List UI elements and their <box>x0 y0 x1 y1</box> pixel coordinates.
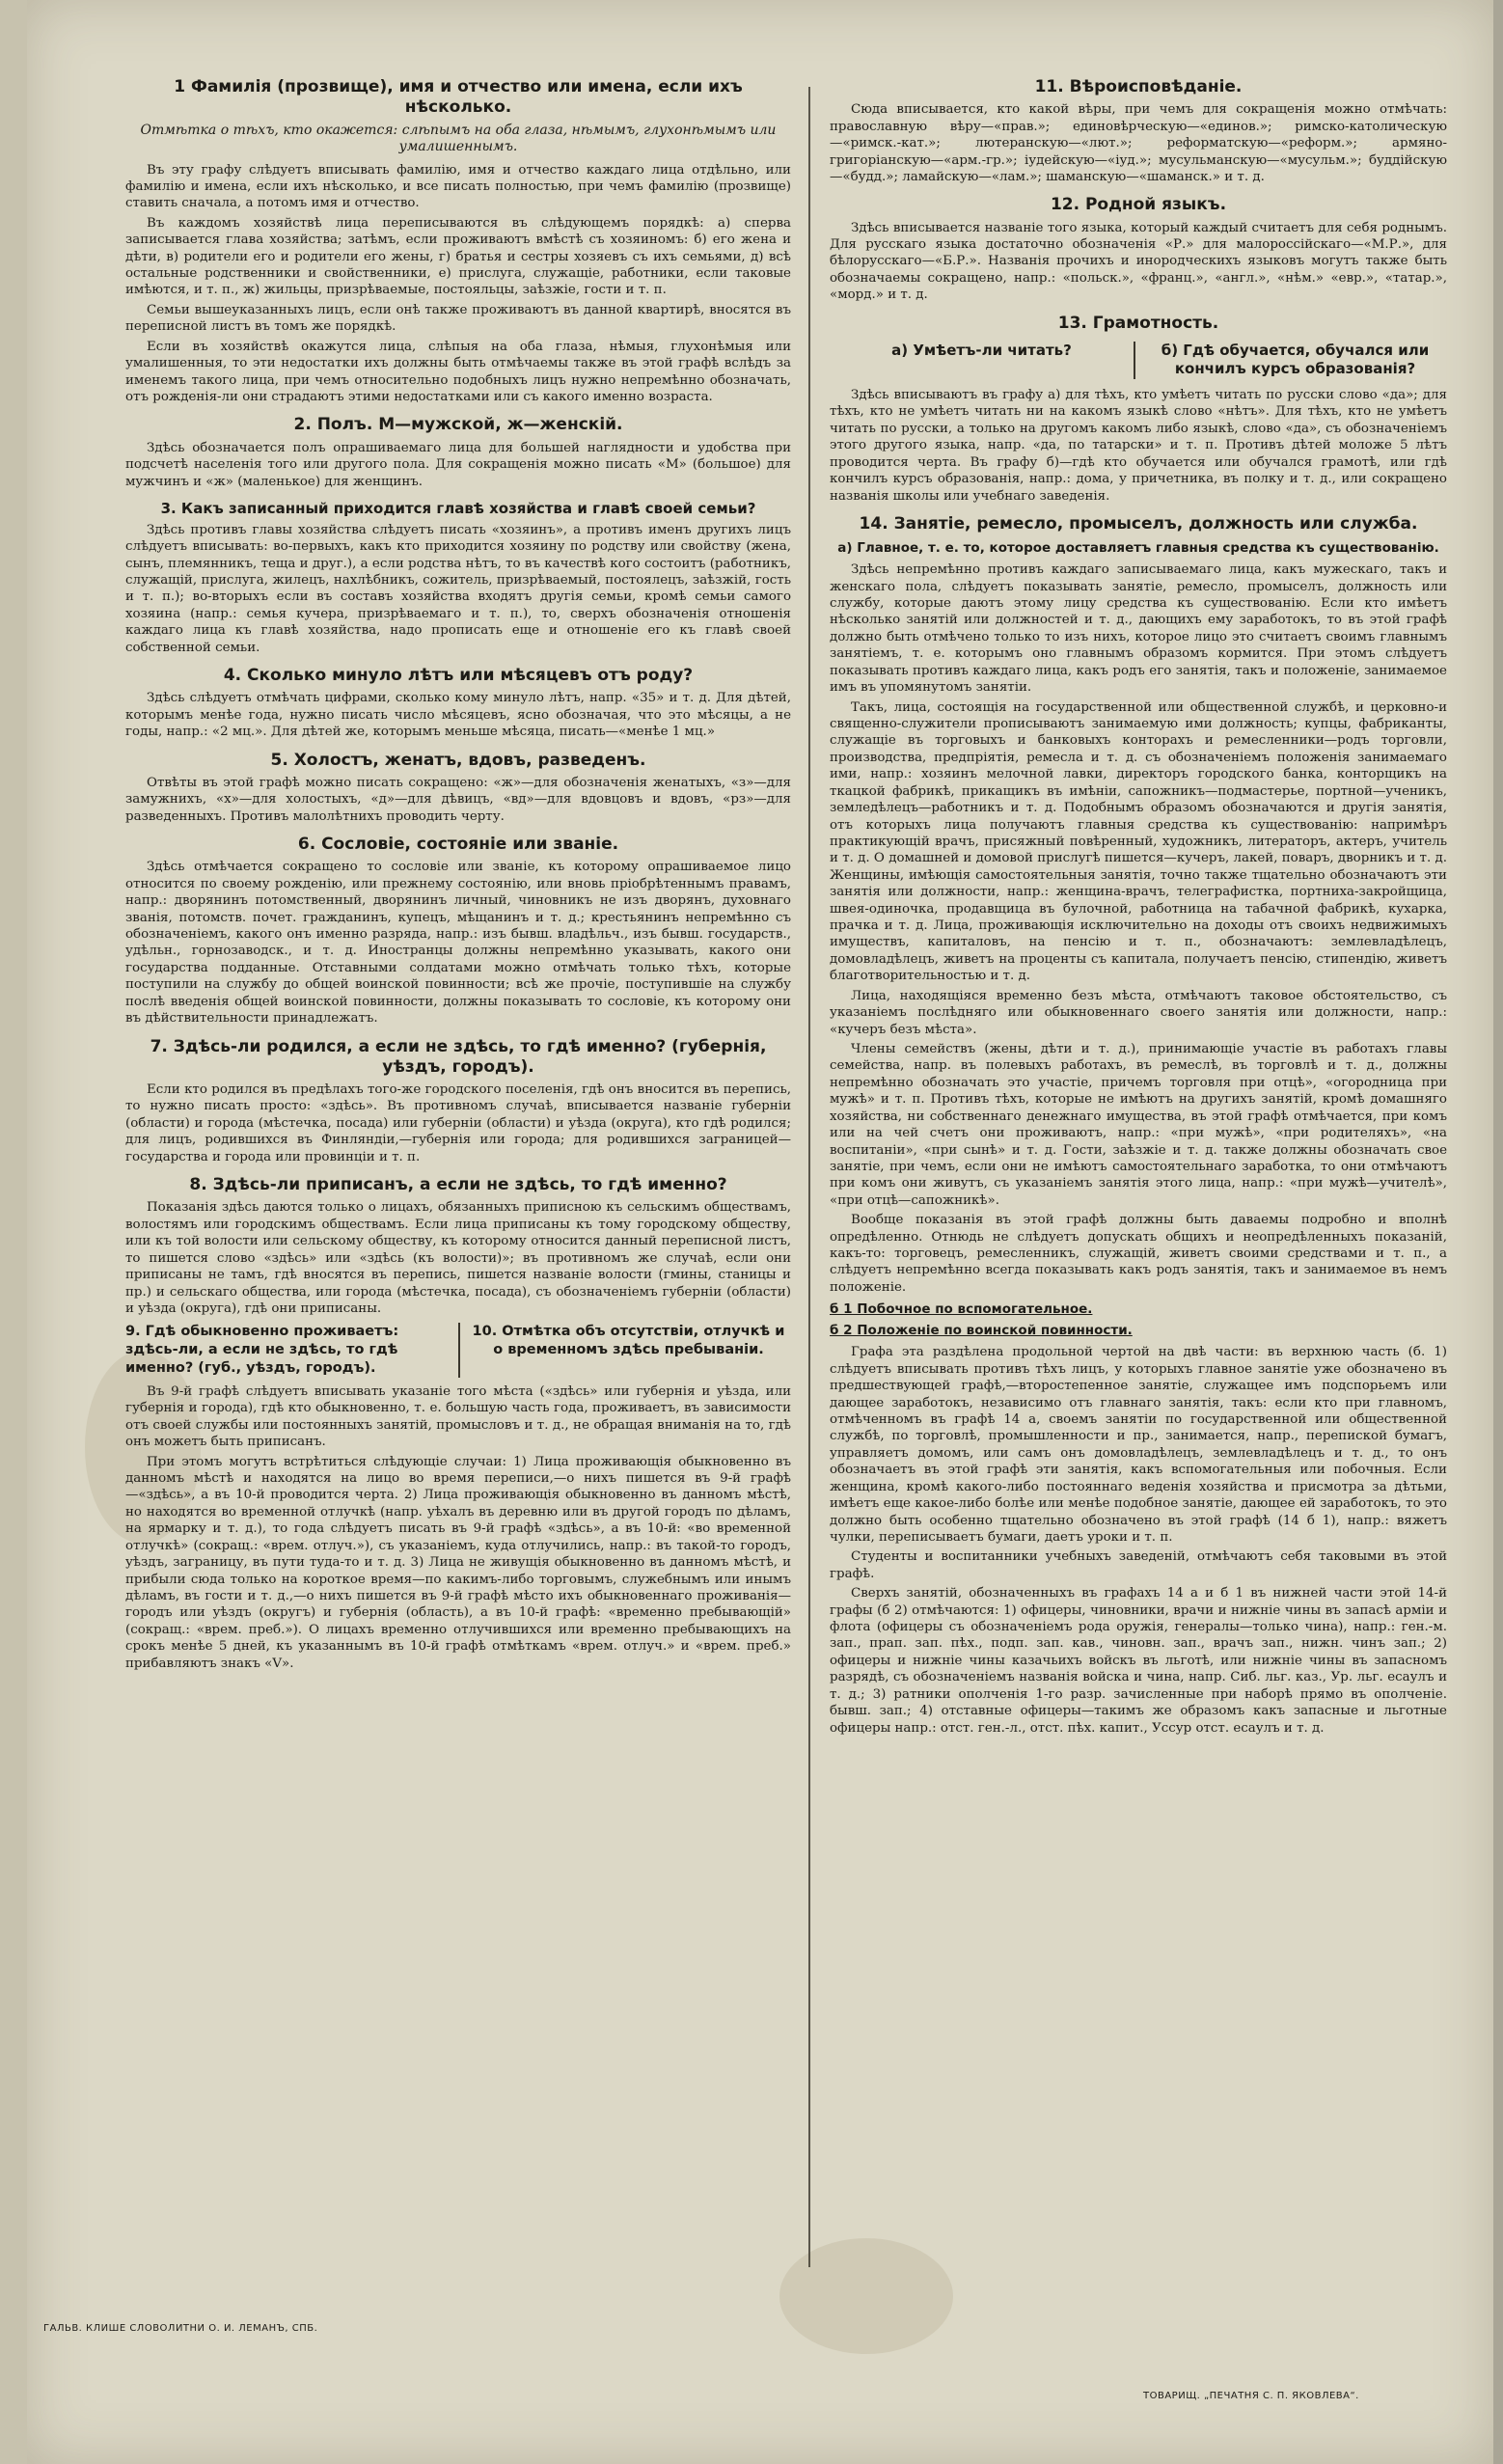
section-1-paragraph: Въ каждомъ хозяйствѣ лица переписываются въ слѣдующемъ порядкѣ: а) сперва записывается глава хозяйства; затѣмъ, если проживаютъ вмѣстѣ съ хозяиномъ: б) его жена и дѣти, в) родители его и родители его жены, г) братья и сестры хозяевъ съ ихъ семьями, д) всѣ остальные родственники и свойственники, е) прислуга, служащіе, работники, если таковые имѣются, и т. п., ж) жильцы, призрѣваемые, постояльцы, заѣзжіе, гости и т. п. <box>125 215 791 298</box>
section-5-title: 5. Холостъ, женатъ, вдовъ, разведенъ. <box>270 750 646 770</box>
section-1-paragraph: Если въ хозяйствѣ окажутся лица, слѣпыя на оба глаза, нѣмыя, глухонѣмыя или умалишенныя, то эти недостатки ихъ должны быть отмѣчаемы также въ этой графѣ вслѣдъ за именемъ такого лица, при чемъ относительно подобныхъ лицъ нужно непремѣнно обозначать, отъ рожденія-ли они страдаютъ этими недостатками или съ какого именно возраста. <box>125 339 791 404</box>
section-6-title: 6. Сословіе, состояніе или званіе. <box>297 835 619 855</box>
section-14-paragraph: Такъ, лица, состоящія на государственной или общественной службѣ, и церковно-и священно-служители прописываютъ занимаемую ими должность; купцы, фабриканты, служащіе въ торговыхъ и банковыхъ конторахъ и ремесленники—родъ торговли, производства, предпріятія, ремесла и т. д. съ обозначеніемъ положенія занимаемаго ими, напр.: хозяинъ мелочной лавки, директоръ городского банка, конторщикъ на ткацкой фабрикѣ, прикащикъ въ имѣніи, сапожникъ—подмастерье, портной—ученикъ, земледѣлецъ—работникъ и т. д. Подобнымъ образомъ обозначаются и другія занятія, отъ которыхъ лица получаютъ главныя средства къ существованію: напримѣръ практикующій врачъ, присяжный повѣренный, художникъ, литераторъ, актеръ, учитель и т. д. О домашней и домовой прислугѣ пишется—кучеръ, лакей, поваръ, дворникъ и т. д. Женщины, имѣющія самостоятельныя занятія, точно также тщательно обозначаютъ эти занятія или должности, напр.: женщина-врачъ, телеграфистка, портниха-закройщица, швея-одиночка, продавщица въ булочной, работница на табачной фабрикѣ, кухарка, прачка и т. д. Лица, проживающія исключительно на доходы отъ своихъ недвижимыхъ имуществъ, капиталовъ, на пенсію и т. п., обозначаютъ: землевладѣлецъ, домовладѣлецъ, живетъ на проценты съ капитала, получаетъ пенсію, стипендію, живетъ благотворительностью и т. д. <box>830 699 1447 984</box>
section-4-title: 4. Сколько минуло лѣтъ или мѣсяцевъ отъ роду? <box>223 666 694 686</box>
section-1-paragraph: Семьи вышеуказанныхъ лицъ, если онѣ также проживаютъ въ данной квартирѣ, вносятся въ переписной листъ въ томъ же порядкѣ. <box>125 302 791 335</box>
section-1-note: Отмѣтка о тѣхъ, кто окажется: слѣпымъ на оба глаза, нѣмымъ, глухонѣмымъ или умалишеннымъ. <box>140 122 777 154</box>
section-14-paragraph: Графа эта раздѣлена продольной чертой на двѣ части: въ верхнюю часть (б. 1) слѣдуетъ вписывать противъ тѣхъ лицъ, у которыхъ главное занятіе уже обозначено въ предшествующей графѣ,—второстепенное занятіе, служащее имъ подспорьемъ или дающее заработокъ, независимо отъ главнаго занятія, такъ: если кто при главномъ, отмѣченномъ въ графѣ 14 а, своемъ занятіи по государственной или общественной службѣ, по торговлѣ, промышленности и пр., занимается, напр., перепиской бумагъ, управляетъ домомъ, или самъ онъ домовладѣлецъ, землевладѣлецъ и т. д., то онъ обозначаетъ въ этой графѣ эти занятія, какъ вспомогательныя или побочныя. Если женщина, кромѣ какого-либо постояннаго веденія хозяйства и присмотра за дѣтьми, имѣетъ еще какое-либо болѣе или менѣе подобное занятіе, дающее ей заработокъ, то это должно быть особенно тщательно обозначено въ этой графѣ (14 б 1), напр.: вяжетъ чулки, переписываетъ бумаги, даетъ уроки и т. п. <box>830 1345 1447 1545</box>
section-2-paragraph: Здѣсь обозначается полъ опрашиваемаго лица для большей наглядности и удобства при подсчетѣ населенія того или другого пола. Для сокращенія можно писать «М» (большое) для мужчинъ и «ж» (маленькое) для женщинъ. <box>125 440 791 489</box>
section-13-paragraph: Здѣсь вписываютъ въ графу а) для тѣхъ, кто умѣетъ читать по русски слово «да»; для тѣхъ, кто не умѣетъ читать ни на какомъ языкѣ слово «нѣтъ». Для тѣхъ, кто не умѣетъ читать по русски, а только на другомъ какомъ либо языкѣ, слово «да», съ обозначеніемъ этого другого языка, напр. «да, по татарски» и т. п. Противъ дѣтей моложе 5 лѣтъ проводится черта. Въ графу б)—гдѣ кто обучается или обучался грамотѣ, или гдѣ кончилъ курсъ образованія, напр.: дома, у причетника, въ полку и т. д., или сокращено названія школы или учебнаго заведенія. <box>830 387 1447 504</box>
section-1-title: 1 Фамилія (прозвище), имя и отчество или имена, если ихъ нѣсколько. <box>174 77 743 118</box>
left-column <box>125 68 791 1675</box>
section-14-paragraph: Лица, находящіяся временно безъ мѣста, отмѣчаютъ таковое обстоятельство, съ указаніемъ послѣдняго или обыкновеннаго своего занятія или должности, напр.: «кучеръ безъ мѣста». <box>830 988 1447 1037</box>
section-13a-label: а) Умѣетъ-ли читать? <box>891 341 1072 359</box>
section-14-title: 14. Занятіе, ремесло, промыселъ, должность или служба. <box>859 513 1418 534</box>
section-7-paragraph: Если кто родился въ предѣлахъ того-же городского поселенія, гдѣ онъ вносится въ перепись, то нужно писать просто: «здѣсь». Въ противномъ случаѣ, вписывается названіе губерніи (области) и города (мѣстечка, посада) или губерніи (области) и уѣзда (округа), кто гдѣ родился; для лицъ, родившихся въ Финляндіи,—губернія или города; для родившихся заграницей—государства и города или провинціи и т. п. <box>125 1082 791 1164</box>
section-4-paragraph: Здѣсь слѣдуетъ отмѣчать цифрами, сколько кому минуло лѣтъ, напр. «35» и т. д. Для дѣтей, которымъ менѣе года, нужно писать число мѣсяцевъ, ясно обозначая, что это мѣсяцы, а не годы, напр.: «2 мц.». Для дѣтей же, которымъ меньше мѣсяца, писать—«менѣе 1 мц.» <box>125 691 791 740</box>
section-14-paragraph: Здѣсь непремѣнно противъ каждаго записываемаго лица, какъ мужескаго, такъ и женскаго пола, слѣдуетъ показывать занятіе, ремесло, промыселъ, должность или службу, которые даютъ этому лицу средства къ существованію. Если кто имѣетъ нѣсколько занятій или должностей и т. д., дающихъ ему заработокъ, то въ этой графѣ должно быть отмѣчено только то изъ нихъ, которое лицо это считаетъ своимъ главнымъ занятіемъ, т. е. которымъ оно главнымъ образомъ кормится. При этомъ слѣдуетъ показывать противъ каждаго лица, какъ родъ его занятія, такъ и положеніе, занимаемое имъ въ упомянутомъ занятіи. <box>830 562 1447 696</box>
section-11-title: 11. Вѣроисповѣданіе. <box>1034 77 1243 96</box>
section-9-paragraph: При этомъ могутъ встрѣтиться слѣдующіе случаи: 1) Лица проживающія обыкновенно въ данномъ мѣстѣ и находятся на лицо во время переписи,—о нихъ пишется въ 9-й графѣ—«здѣсь», а въ 10-й проводится черта. 2) Лица проживающія обыкновенно въ данномъ мѣстѣ, но находятся во временной отлучкѣ (напр. уѣхалъ въ деревню или въ другой городъ по дѣламъ, на ярмарку и т. д.), то года слѣдуетъ писать въ 9-й графѣ «здѣсь», а въ 10-й: «во временной отлучкѣ» (сокращ.: «врем. отлуч.»), съ указаніемъ, куда отлучились, напр.: въ такой-то городъ, уѣздъ, заграницу, въ пути туда-то и т. д. 3) Лица не живущія обыкновенно въ данномъ мѣстѣ, и прибыли сюда только на короткое время—по какимъ-либо торговымъ, служебнымъ или инымъ дѣламъ, въ гости и т. д.,—о нихъ пишется въ 9-й графѣ мѣсто ихъ обыкновеннаго проживанія—городъ или уѣздъ (округъ) и губернія (область), а въ 10-й графѣ: «временно пребывающій» (сокращ.: «врем. преб.»). О лицахъ временно отлучившихся или временно пребывающихъ на срокъ менѣе 5 дней, къ указаннымъ въ 10-й графѣ отмѣткамъ «врем. отлуч.» и «врем. преб.» прибавляютъ знакъ «V». <box>125 1454 791 1671</box>
section-2-title: 2. Полъ. М—мужской, ж—женскій. <box>293 415 623 435</box>
section-3-paragraph: Здѣсь противъ главы хозяйства слѣдуетъ писать «хозяинъ», а противъ именъ другихъ лицъ слѣдуетъ вписывать: во-первыхъ, какъ кто приходится хозяину по родству или свойству (жена, сынъ, племянникъ, теща и друг.), а если родства нѣтъ, то въ качествѣ кого состоитъ (работникъ, служащій, прислуга, жилецъ, нахлѣбникъ, сожитель, призрѣваемый, постоялецъ, заѣзжій, гость и т. п.); во-вторыхъ если въ составъ хозяйства входятъ другія семьи, кромѣ семьи самого хозяина (напр.: семья кучера, призрѣваемаго и т. п.), то, сверхъ обозначенія отношенія каждаго лица къ главѣ хозяйства, надо прописать еще и отношеніе его къ главѣ своей собственной семьи. <box>125 522 791 655</box>
sections-9-10-header <box>125 1323 791 1378</box>
printer-credit-left: ГАЛЬВ. КЛИШЕ СЛОВОЛИТНИ О. И. ЛЕМАНЪ, СПБ. <box>43 2323 318 2334</box>
section-11-paragraph: Сюда вписывается, кто какой вѣры, при чемъ для сокращенія можно отмѣчать: православную вѣру—«прав.»; единовѣрческую—«единов.»; римско-католическую—«римск.-кат.»; лютеранскую—«лют.»; реформатскую—«реформ.»; армяно-григоріанскую—«арм.-гр.»; іудейскую—«іуд.»; мусульманскую—«мусульм.»; буддійскую—«будд.»; ламайскую—«лам.»; шаманскую—«шаманск.» и т. д. <box>830 102 1447 184</box>
section-14b1-label: б 1 Побочное по вспомогательное. <box>830 1301 1093 1318</box>
sheet-left-edge <box>0 0 27 2464</box>
section-12-paragraph: Здѣсь вписывается названіе того языка, который каждый считаетъ для себя роднымъ. Для русскаго языка достаточно обозначенія «Р.» для малороссійскаго—«М.Р.», для бѣлорусскаго—«Б.Р.». Названія прочихъ и инородческихъ языковъ могутъ также быть обозначаемы сокращено, напр.: «польск.», «франц.», «англ.», «нѣм.» «евр.», «татар.», «морд.» и т. д. <box>830 220 1447 303</box>
section-12-title: 12. Родной языкъ. <box>1050 195 1227 215</box>
section-9-paragraph: Въ 9-й графѣ слѣдуетъ вписывать указаніе того мѣста («здѣсь» или губернія и уѣзда, или губернія и города), гдѣ кто обыкновенно, т. е. большую часть года, проживаетъ, въ зависимости отъ своей службы или постоянныхъ занятій, промысловъ и т. д., не обращая вниманія на то, гдѣ онъ можетъ быть приписанъ. <box>125 1383 791 1450</box>
section-14-paragraph: Вообще показанія въ этой графѣ должны быть даваемы подробно и вполнѣ опредѣленно. Отнюдь не слѣдуетъ допускать общихъ и неопредѣленныхъ показаній, какъ-то: торговецъ, ремесленникъ, служащій, живетъ своими средствами и т. п., а слѣдуетъ непремѣнно всегда показывать какъ родъ занятія, такъ и занимаемое въ немъ положеніе. <box>830 1213 1447 1295</box>
section-14-paragraph: Члены семействъ (жены, дѣти и т. д.), принимающіе участіе въ работахъ главы семейства, напр. въ полевыхъ работахъ, въ ремеслѣ, въ торговлѣ и т. д., должны непремѣнно обозначать это участіе, причемъ торговля при отцѣ», «огородница при мужѣ» и т. п. Противъ тѣхъ, которые не имѣютъ на другихъ занятій, кромѣ домашняго хозяйства, ни собственнаго денежнаго имущества, въ этой графѣ отмѣчается, при комъ или на чей счетъ они проживаютъ, напр.: «при мужѣ», «при родителяхъ», «на воспитаніи», «при сынѣ» и т. д. Гости, заѣзжіе и т. д. также должны обозначать свое занятіе, при чемъ, если они не имѣютъ самостоятельнаго заработка, то они отмѣчаютъ при комъ они живутъ, съ указаніемъ занятія этого лица, напр.: «при мужѣ—учителѣ», «при отцѣ—сапожникѣ». <box>830 1041 1447 1208</box>
paper-stain <box>779 2238 953 2354</box>
section-7-title: 7. Здѣсь-ли родился, а если не здѣсь, то гдѣ именно? (губернія, уѣздъ, городъ). <box>150 1036 767 1077</box>
section-14-paragraph: Сверхъ занятій, обозначенныхъ въ графахъ 14 а и б 1 въ нижней части этой 14-й графы (б 2) отмѣчаются: 1) офицеры, чиновники, врачи и нижніе чины въ запасѣ арміи и флота (офицеры съ обозначеніемъ рода оружія, генералы—только чина), напр.: ген.-м. зап., прап. зап. пѣх., подп. зап. кав., чиновн. зап., врачъ зап., нижн. чинъ зап.; 2) офицеры и нижніе чины казачьихъ войскъ въ льготѣ, или нижніе чины въ запасномъ разрядѣ, съ обозначеніемъ названія войска и чина, напр. Сиб. льг. каз., Ур. льг. есаулъ и т. д.; 3) ратники ополченія 1-го разр. зачисленные при наборѣ прямо въ ополченіе. бывш. зап.; 4) отставные офицеры—такимъ же образомъ какъ запасные и льготные офицеры напр.: отст. ген.-л., отст. пѣх. капит., Уссур отст. есаулъ и т. д. <box>830 1586 1447 1736</box>
section-13-title: 13. Грамотность. <box>1057 313 1219 333</box>
column-divider <box>808 87 810 2267</box>
section-8-paragraph: Показанія здѣсь даются только о лицахъ, обязанныхъ приписною къ сельскимъ обществамъ, волостямъ или городскимъ обществамъ. Если лица приписаны къ тому городскому обществу, или къ той волости или сельскому обществу, къ которому относится данный переписной листъ, то пишется слово «здѣсь» или «здѣсь (къ волости)»; въ противномъ же случаѣ, если они приписаны не тамъ, гдѣ вносятся въ перепись, пишется названіе волости (гмины, станицы и пр.) и сельскаго общества, или города (мѣстечка, посада), съ обозначеніемъ губерніи (области) и уѣзда (округа), гдѣ они приписаны. <box>125 1200 791 1316</box>
section-14a-label: а) Главное, т. е. то, которое доставляетъ главныя средства къ существованію. <box>837 540 1439 557</box>
right-column <box>830 68 1447 1739</box>
section-13-subheaders <box>830 342 1447 379</box>
section-5-paragraph: Отвѣты въ этой графѣ можно писать сокращено: «ж»—для обозначенія женатыхъ, «з»—для замужнихъ, «х»—для холостыхъ, «д»—для дѣвицъ, «вд»—для вдовцовъ и вдовъ, «рз»—для разведенныхъ. Противъ малолѣтнихъ проводить черту. <box>125 775 791 824</box>
section-9-title: 9. Гдѣ обыкновенно проживаетъ: здѣсь-ли, а если не здѣсь, то гдѣ именно? (губ., уѣздъ, городъ). <box>125 1324 399 1377</box>
section-14b2-label: б 2 Положеніе по воинской повинности. <box>830 1323 1133 1339</box>
section-13b-label: б) Гдѣ обучается, обучался или кончилъ курсъ образованія? <box>1161 341 1430 378</box>
section-8-title: 8. Здѣсь-ли приписанъ, а если не здѣсь, то гдѣ именно? <box>189 1175 727 1195</box>
printer-credit-right: ТОВАРИЩ. „ПЕЧАТНЯ С. П. ЯКОВЛЕВА“. <box>1143 2391 1359 2401</box>
section-6-paragraph: Здѣсь отмѣчается сокращено то сословіе или званіе, къ которому опрашиваемое лицо относится по своему рожденію, или прежнему состоянію, или вновь пріобрѣтеннымъ правамъ, напр.: дворянинъ потомственный, дворянинъ личный, чиновникъ не изъ дворянъ, духовнаго званія, потомств. почет. гражданинъ, купецъ, мѣщанинъ и т. д.; крестьянинъ непремѣнно съ обозначеніемъ, какого онъ именно разряда, напр.: изъ бывш. владѣльч., изъ бывш. государств., удѣльн., горнозаводск., и т. д. Иностранцы должны непремѣнно указывать, какого они государства подданные. Отставными солдатами можно отмѣчать только тѣхъ, которые поступили на службу до общей воинской повинности; всѣ же прочіе, поступившіе на службу послѣ введенія общей воинской повинности, должны показывать то сословіе, къ которому они въ дѣйствительности принадлежатъ. <box>125 860 791 1027</box>
section-14-paragraph: Студенты и воспитанники учебныхъ заведеній, отмѣчаютъ себя таковыми въ этой графѣ. <box>830 1549 1447 1581</box>
section-10-title: 10. Отмѣтка объ отсутствіи, отлучкѣ и о временномъ здѣсь пребываніи. <box>458 1323 791 1378</box>
section-1-paragraph: Въ эту графу слѣдуетъ вписывать фамилію, имя и отчество каждаго лица отдѣльно, или фамилію и имена, если ихъ нѣсколько, и все писать полностью, при чемъ фамилію (прозвище) ставить сначала, а потомъ имя и отчество. <box>125 162 791 211</box>
section-3-title: 3. Какъ записанный приходится главѣ хозяйства и главѣ своей семьи? <box>160 499 756 517</box>
